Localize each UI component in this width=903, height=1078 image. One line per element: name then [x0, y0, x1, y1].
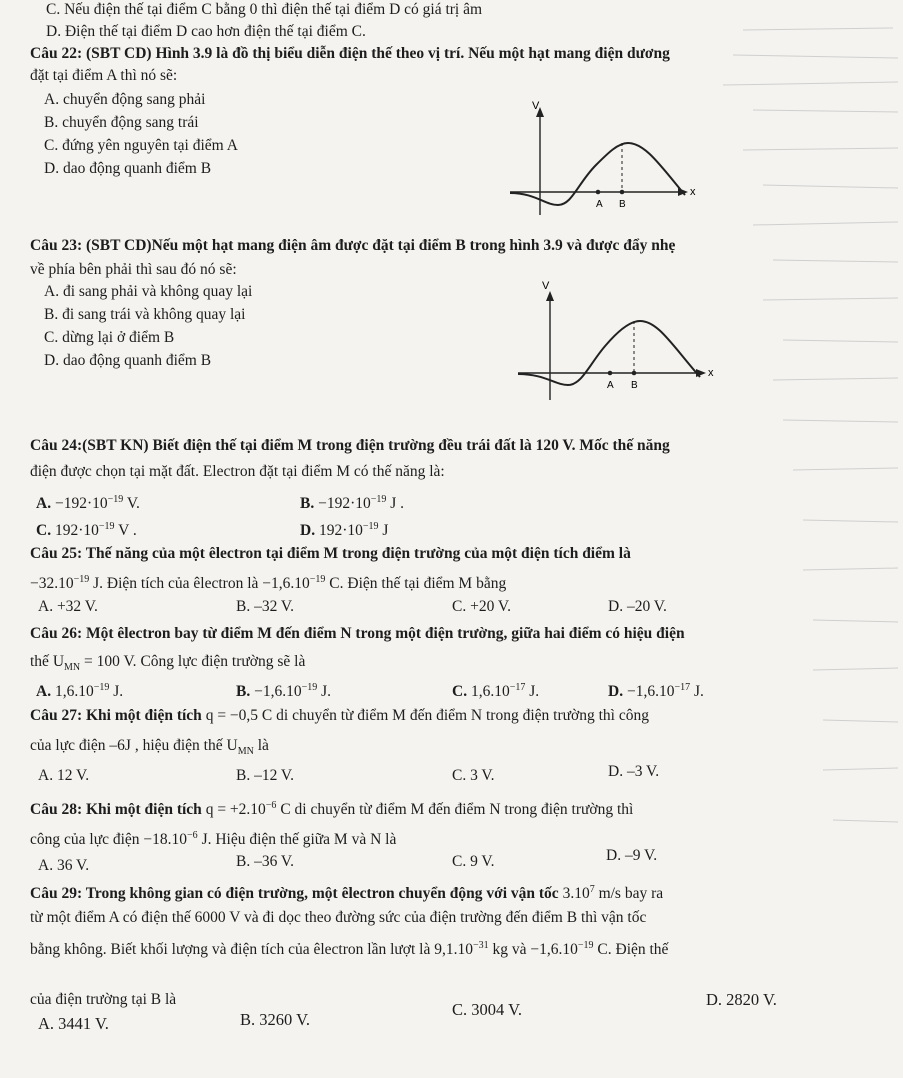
potential-graph-1 — [500, 95, 700, 225]
question-26-cont: thế $U_{MN} = 100$ V. Công lực điện trường sẽ là — [30, 653, 306, 674]
potential-curve — [510, 143, 685, 205]
q23-option-c: C. dừng lại ở điểm B — [44, 329, 175, 346]
question-26: Câu 26: Một êlectron bay từ điểm M đến điểm N trong một điện trường, giữa hai điểm có hiệu điện — [30, 625, 685, 642]
point-b-label: B — [631, 380, 638, 391]
q29-option-a: A. 3441 V. — [38, 1014, 109, 1033]
q22-option-c: C. đứng yên nguyên tại điểm A — [44, 137, 238, 154]
q22-option-d: D. dao động quanh điểm B — [44, 160, 212, 177]
question-25: Câu 25: Thế năng của một êlectron tại điểm M trong điện trường của một điện tích điểm là — [30, 545, 631, 562]
point-a-dot — [608, 371, 613, 376]
question-24-cont: điện được chọn tại mặt đất. Electron đặt tại điểm M có thế năng là: — [30, 463, 445, 480]
y-axis-label: V — [542, 280, 550, 292]
question-29-cont-1: từ một điểm A có điện thế 6000 V và đi dọc theo đường sức của điện trường đến điểm B thì vận tốc — [30, 909, 647, 926]
option-d-prev: D. Điện thế tại điểm D cao hơn điện thế tại điểm C. — [46, 23, 366, 40]
q26-option-c: C. $1,6.10^{-17}$ J. — [452, 682, 540, 701]
question-23-cont: về phía bên phải thì sau đó nó sẽ: — [30, 261, 237, 278]
q27-option-b: B. –12 V. — [236, 767, 295, 784]
point-a-label: A — [596, 199, 603, 210]
question-27: Câu 27: Khi một điện tích q = −0,5 C di chuyển từ điểm M đến điểm N trong điện trường thì công — [30, 707, 649, 724]
point-b-dot — [632, 371, 637, 376]
question-24: Câu 24:(SBT KN) Biết điện thế tại điểm M trong điện trường đều trái đất là 120 V. Mốc thế năng — [30, 437, 670, 454]
q28-option-d: D. –9 V. — [606, 847, 658, 864]
q23-option-a: A. đi sang phải và không quay lại — [44, 283, 253, 300]
q24-option-d: D. $192\cdot 10^{-19}$ J — [300, 521, 389, 540]
q27-option-c: C. 3 V. — [452, 767, 495, 784]
point-b-dot — [620, 190, 625, 195]
q28-option-c: C. 9 V. — [452, 853, 495, 870]
question-29-cont-3: của điện trường tại B là — [30, 991, 177, 1008]
q24-option-c: C. $192\cdot 10^{-19}$ V . — [36, 521, 137, 540]
question-28-cont: công của lực điện $-18.10^{-6}$ J. Hiệu điện thế giữa M và N là — [30, 830, 397, 849]
q23-option-d: D. dao động quanh điểm B — [44, 352, 212, 369]
q22-option-a: A. chuyển động sang phải — [44, 91, 206, 108]
option-c-prev: C. Nếu điện thế tại điểm C bằng 0 thì điện thế tại điểm D có giá trị âm — [46, 1, 483, 18]
y-axis-arrow — [546, 291, 554, 301]
margin-lines — [713, 0, 903, 1078]
question-27-cont: của lực điện –6J , hiệu điện thế $U_{MN}$ là — [30, 737, 269, 758]
q25-option-d: D. –20 V. — [608, 598, 667, 615]
question-22: Câu 22: (SBT CD) Hình 3.9 là đồ thị biểu diễn điện thế theo vị trí. Nếu một hạt mang điện dương — [30, 45, 670, 62]
question-29: Câu 29: Trong không gian có điện trường, một êlectron chuyển động với vận tốc 3.10$^7$ m/s bay ra — [30, 884, 664, 903]
point-a-label: A — [607, 380, 614, 391]
q28-option-b: B. –36 V. — [236, 853, 295, 870]
potential-graph-2 — [510, 275, 720, 405]
q23-option-b: B. đi sang trái và không quay lại — [44, 306, 246, 323]
potential-curve — [518, 321, 700, 385]
question-29-cont-2: bằng không. Biết khối lượng và điện tích của êlectron lần lượt là $9,1.10^{-31}$ kg và $-1,6.10^{-19}$ C. Điện thế — [30, 940, 669, 959]
q22-option-b: B. chuyển động sang trái — [44, 114, 199, 131]
q24-option-b: B. $-192\cdot 10^{-19}$ J . — [300, 494, 405, 513]
q25-option-c: C. +20 V. — [452, 598, 511, 615]
question-23: Câu 23: (SBT CD)Nếu một hạt mang điện âm được đặt tại điểm B trong hình 3.9 và được đẩy nhẹ — [30, 237, 676, 254]
q26-option-d: D. $-1,6.10^{-17}$ J. — [608, 682, 704, 701]
q28-option-a: A. 36 V. — [38, 857, 90, 874]
q27-option-d: D. –3 V. — [608, 763, 660, 780]
q25-option-b: B. –32 V. — [236, 598, 295, 615]
q29-option-d: D. 2820 V. — [706, 990, 777, 1009]
question-25-cont: $-32.10^{-19}$ J. Điện tích của êlectron là $-1,6.10^{-19}$ C. Điện thế tại điểm M bằng — [30, 574, 507, 593]
x-axis-label: x — [708, 367, 714, 379]
y-axis-label: V — [532, 100, 540, 112]
question-22-cont: đặt tại điểm A thì nó sẽ: — [30, 67, 178, 84]
question-28: Câu 28: Khi một điện tích $q = +2.10^{-6}$ C di chuyển từ điểm M đến điểm N trong điện trường thì — [30, 800, 634, 819]
q29-option-c: C. 3004 V. — [452, 1000, 522, 1019]
q26-option-b: B. $-1,6.10^{-19}$ J. — [236, 682, 332, 701]
point-b-label: B — [619, 199, 626, 210]
x-axis-label: x — [690, 186, 696, 198]
q24-option-a: A. $-192\cdot 10^{-19}$ V. — [36, 494, 140, 513]
q26-option-a: A. $1,6.10^{-19}$ J. — [36, 682, 124, 701]
q27-option-a: A. 12 V. — [38, 767, 90, 784]
q25-option-a: A. +32 V. — [38, 598, 98, 615]
point-a-dot — [596, 190, 601, 195]
q29-option-b: B. 3260 V. — [240, 1010, 310, 1029]
